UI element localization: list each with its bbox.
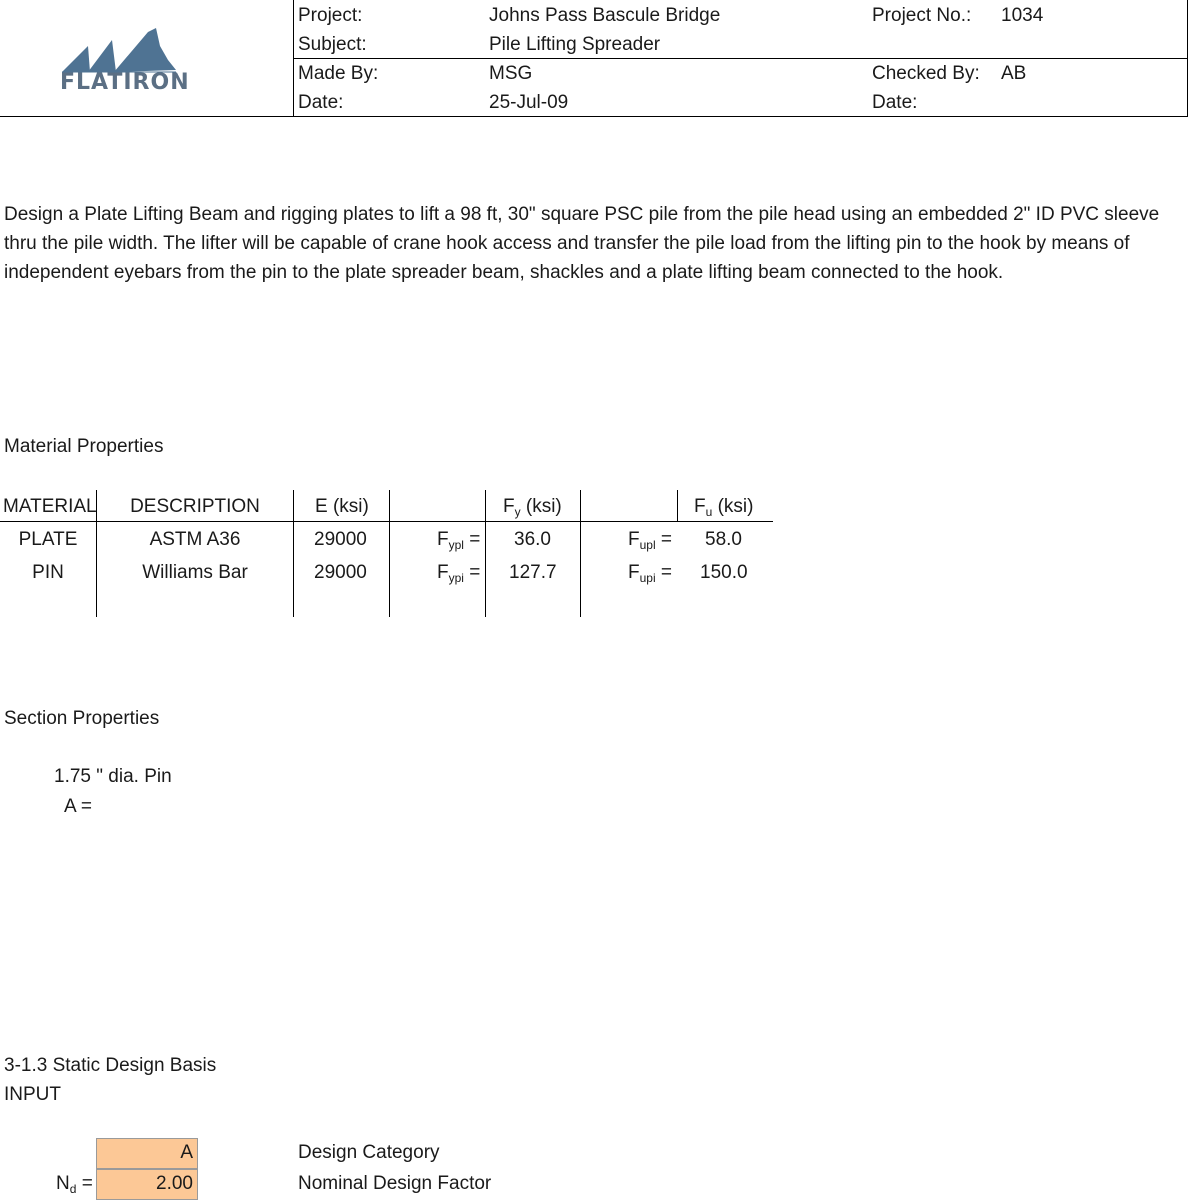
header-bottom-line [0, 116, 1188, 117]
section-properties-heading: Section Properties [4, 708, 160, 729]
material-properties-heading: Material Properties [4, 436, 164, 457]
project-no-value: 1034 [1001, 5, 1044, 26]
table-cell-e: 29000 [314, 562, 367, 583]
subject-label: Subject: [298, 34, 367, 55]
material-col-divider [580, 490, 581, 617]
table-cell-description: ASTM A36 [149, 529, 241, 550]
design-basis-heading: 3-1.3 Static Design Basis [4, 1055, 217, 1076]
material-col-divider [389, 490, 390, 617]
col-header-description: DESCRIPTION [130, 496, 260, 517]
design-description: Design a Plate Lifting Beam and rigging plates to lift a 98 ft, 30" square PSC pile from the pile head using an embedded 2" ID PVC sleeve thru the pile width. The lifter will be capable of crane hook access and transfer the pile load from the lifting pin to the hook by means of independent eyebars from the pin to the plate spreader beam, shackles and a plate lifting beam connected to the hook. [4, 204, 1160, 283]
date-value: 25-Jul-09 [489, 92, 569, 113]
project-label: Project: [298, 5, 363, 26]
pin-diameter-line: 1.75 " dia. Pin [54, 766, 172, 787]
subject-value: Pile Lifting Spreader [489, 34, 661, 55]
table-cell-fu-symbol: $F_{upi}$ = [628, 562, 672, 585]
col-header-e: E (ksi) [315, 496, 369, 517]
design-category-label: Design Category [298, 1142, 440, 1163]
made-by-label: Made By: [298, 63, 379, 84]
col-header-fu: $F_u$ (ksi) [694, 496, 754, 519]
nominal-design-factor-input[interactable]: 2.00 [96, 1169, 198, 1200]
made-by-value: MSG [489, 63, 533, 84]
table-cell-fy-symbol: $F_{ypi}$ = [437, 562, 481, 585]
area-label: A = [64, 796, 92, 817]
table-cell-material: PLATE [18, 529, 78, 550]
material-col-divider [677, 490, 678, 522]
nominal-design-factor-label: Nominal Design Factor [298, 1173, 492, 1194]
table-cell-fu-symbol: $F_{upl}$ = [628, 529, 672, 552]
material-table-header-line [0, 521, 773, 522]
material-col-divider [485, 490, 486, 617]
input-label: INPUT [4, 1084, 61, 1105]
material-col-divider [293, 490, 294, 617]
table-cell-material: PIN [32, 562, 64, 583]
table-cell-fu: 58.0 [705, 529, 742, 550]
table-cell-fy: 127.7 [509, 562, 557, 583]
date-label: Date: [298, 92, 344, 113]
table-cell-description: Williams Bar [142, 562, 248, 583]
header-mid-line [293, 58, 1188, 59]
table-cell-fu: 150.0 [700, 562, 748, 583]
design-category-input[interactable]: A [96, 1138, 198, 1169]
checked-by-label: Checked By: [872, 63, 980, 84]
date2-label: Date: [872, 92, 918, 113]
col-header-material: MATERIAL [3, 496, 97, 517]
table-cell-fy: 36.0 [514, 529, 551, 550]
col-header-fy: $F_y$ (ksi) [503, 496, 562, 519]
logo-text: FLATIRON [60, 70, 190, 95]
table-cell-fy-symbol: $F_{ypl}$ = [437, 529, 481, 552]
nd-symbol: $N_d$ = [56, 1173, 93, 1196]
project-no-label: Project No.: [872, 5, 972, 26]
table-cell-e: 29000 [314, 529, 367, 550]
checked-by-value: AB [1001, 63, 1027, 84]
project-value: Johns Pass Bascule Bridge [489, 5, 721, 26]
